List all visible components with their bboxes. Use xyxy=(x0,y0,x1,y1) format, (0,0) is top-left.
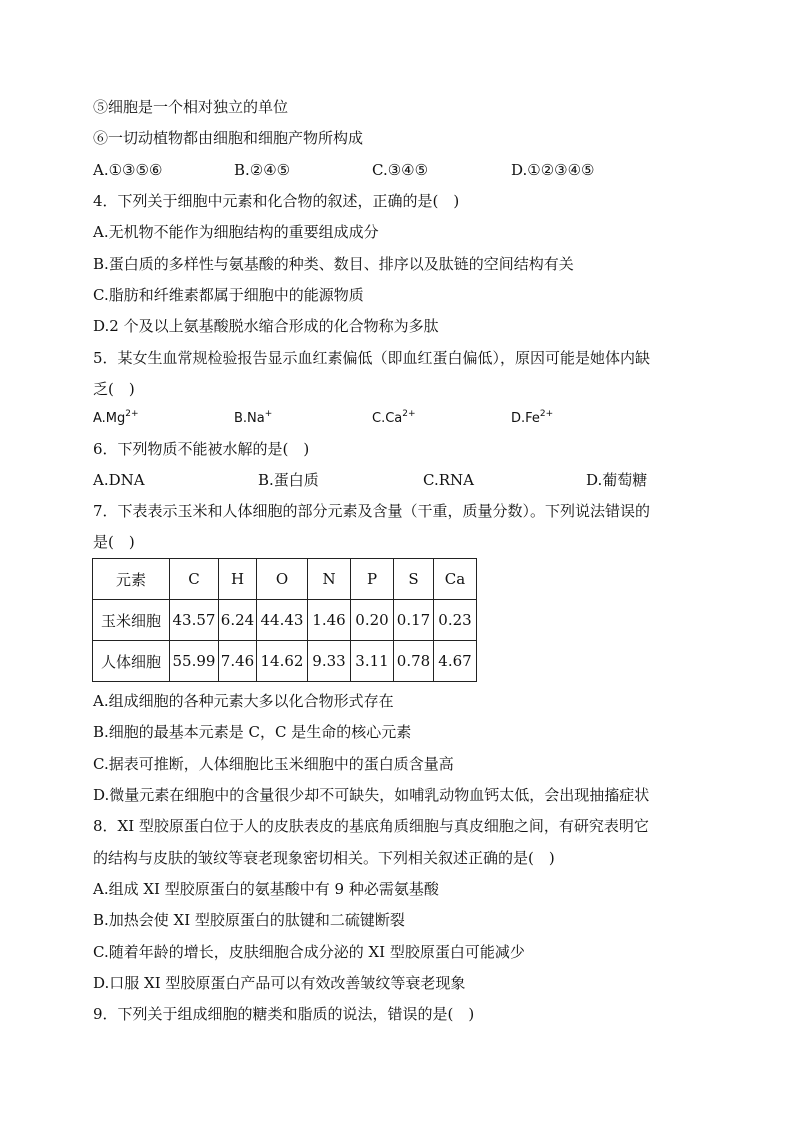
q5-option-a-text: A.Mg xyxy=(93,411,126,426)
q6-option-b: B.蛋白质 xyxy=(258,471,319,489)
question-5-line-1: 5．某女生血常规检验报告显示血红素偏低（即血红蛋白偏低），原因可能是她体内缺 xyxy=(93,349,651,367)
table-header-cell: S xyxy=(394,559,434,600)
q5-option-b-charge: + xyxy=(264,409,273,419)
q8-option-c: C.随着年龄的增长，皮肤细胞合成分泌的 XI 型胶原蛋白可能减少 xyxy=(93,943,525,961)
table-cell: 0.78 xyxy=(394,641,434,682)
question-7-line-1: 7．下表表示玉米和人体细胞的部分元素及含量（干重，质量分数）。下列说法错误的 xyxy=(93,502,651,520)
q5-option-c-charge: 2+ xyxy=(402,409,416,419)
statement-5: ⑤细胞是一个相对独立的单位 xyxy=(93,98,289,116)
table-cell: 14.62 xyxy=(257,641,308,682)
q5-option-c xyxy=(372,409,416,429)
q3-option-b: B.②④⑤ xyxy=(234,161,291,179)
table-header-cell: P xyxy=(351,559,394,600)
table-cell: 4.67 xyxy=(434,641,477,682)
table-cell: 55.99 xyxy=(170,641,219,682)
question-5-line-2: 乏( ) xyxy=(93,380,135,398)
table-header-cell: Ca xyxy=(434,559,477,600)
q3-option-a: A.①③⑤⑥ xyxy=(93,161,163,179)
q4-option-a: A.无机物不能作为细胞结构的重要组成成分 xyxy=(93,223,379,241)
q5-option-d-text: D.Fe xyxy=(511,411,540,426)
statement-6: ⑥一切动植物都由细胞和细胞产物所构成 xyxy=(93,129,364,147)
table-row xyxy=(93,600,477,641)
question-8-line-1: 8．XI 型胶原蛋白位于人的皮肤表皮的基底角质细胞与真皮细胞之间，有研究表明它 xyxy=(93,817,649,835)
q5-option-a-charge: 2+ xyxy=(125,409,139,419)
table-cell: 0.20 xyxy=(351,600,394,641)
q5-option-d-charge: 2+ xyxy=(539,409,554,419)
table-cell: 43.57 xyxy=(170,600,219,641)
q5-option-b xyxy=(234,409,272,429)
table-header-cell: N xyxy=(308,559,351,600)
table-cell: 7.46 xyxy=(219,641,257,682)
q8-option-a: A.组成 XI 型胶原蛋白的氨基酸中有 9 种必需氨基酸 xyxy=(93,880,439,898)
q4-option-c: C.脂肪和纤维素都属于细胞中的能源物质 xyxy=(93,286,364,304)
table-header-row xyxy=(93,559,477,600)
q7-option-a: A.组成细胞的各种元素大多以化合物形式存在 xyxy=(93,692,394,710)
table-cell: 人体细胞 xyxy=(93,641,170,682)
q5-option-b-text: B.Na xyxy=(234,411,265,426)
q5-option-d xyxy=(511,409,553,429)
table-row xyxy=(93,641,477,682)
q7-option-b: B.细胞的最基本元素是 C，C 是生命的核心元素 xyxy=(93,723,412,741)
question-6: 6．下列物质不能被水解的是( ) xyxy=(93,440,310,458)
table-cell: 1.46 xyxy=(308,600,351,641)
q6-option-a: A.DNA xyxy=(93,471,145,489)
q7-option-c: C.据表可推断，人体细胞比玉米细胞中的蛋白质含量高 xyxy=(93,755,454,773)
table-cell: 玉米细胞 xyxy=(93,600,170,641)
q7-option-d: D.微量元素在细胞中的含量很少却不可缺失，如哺乳动物血钙太低，会出现抽搐症状 xyxy=(93,786,650,804)
q6-option-d: D.葡萄糖 xyxy=(586,471,648,489)
q3-option-d: D.①②③④⑤ xyxy=(511,161,595,179)
question-4: 4．下列关于细胞中元素和化合物的叙述，正确的是( ) xyxy=(93,192,460,210)
q8-option-b: B.加热会使 XI 型胶原蛋白的肽键和二硫键断裂 xyxy=(93,911,405,929)
table-cell: 6.24 xyxy=(219,600,257,641)
table-cell: 3.11 xyxy=(351,641,394,682)
table-cell: 0.23 xyxy=(434,600,477,641)
element-content-table xyxy=(92,558,477,682)
table-cell: 0.17 xyxy=(394,600,434,641)
table-header-cell: C xyxy=(170,559,219,600)
table-cell: 44.43 xyxy=(257,600,308,641)
question-7-line-2: 是( ) xyxy=(93,533,135,551)
q5-option-a xyxy=(93,409,139,429)
q3-option-c: C.③④⑤ xyxy=(372,161,429,179)
table-header-cell: H xyxy=(219,559,257,600)
question-8-line-2: 的结构与皮肤的皱纹等衰老现象密切相关。下列相关叙述正确的是( ) xyxy=(93,849,555,867)
table-header-cell: O xyxy=(257,559,308,600)
table-cell: 9.33 xyxy=(308,641,351,682)
q4-option-d: D.2 个及以上氨基酸脱水缩合形成的化合物称为多肽 xyxy=(93,317,439,335)
q4-option-b: B.蛋白质的多样性与氨基酸的种类、数目、排序以及肽链的空间结构有关 xyxy=(93,255,574,273)
q8-option-d: D.口服 XI 型胶原蛋白产品可以有效改善皱纹等衰老现象 xyxy=(93,974,466,992)
q6-option-c: C.RNA xyxy=(423,471,474,489)
question-9: 9．下列关于组成细胞的糖类和脂质的说法，错误的是( ) xyxy=(93,1005,475,1023)
table-header-cell: 元素 xyxy=(93,559,170,600)
q5-option-c-text: C.Ca xyxy=(372,411,403,426)
